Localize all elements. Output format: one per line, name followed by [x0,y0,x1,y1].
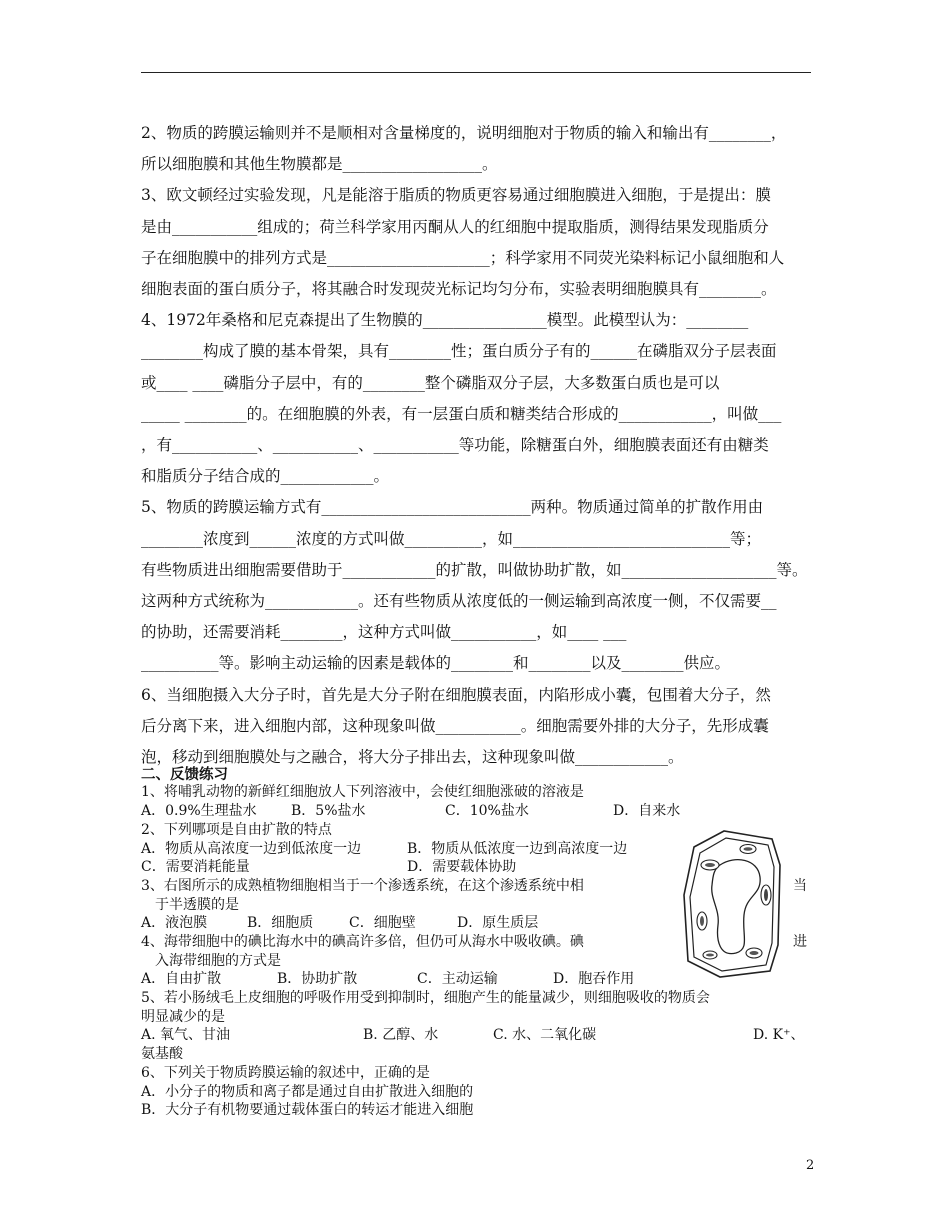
option-b[interactable]: B．物质从低浓度一边到高浓度一边 [407,840,628,857]
text-line: ，有___________、___________、___________等功能，除糖蛋白外，细胞膜表面还有由糖类 [141,436,769,455]
text-line: 有些物质进出细胞需要借助于____________的扩散，叫做协助扩散，如____________________等。 [141,560,808,579]
option-a[interactable]: A．液泡膜 [141,915,208,932]
question-stem: 4、海带细胞中的碘比海水中的碘高许多倍，但仍可从海水中吸收碘。碘 [141,934,584,950]
option-d[interactable]: D．原生质层 [457,915,539,932]
text-line: 或____ ____磷脂分子层中，有的________整个磷脂双分子层，大多数蛋白质也是可以 [141,373,720,392]
option-c[interactable]: C．细胞壁 [349,915,416,932]
plant-cell-diagram-icon [680,825,790,981]
option-d[interactable]: D．胞吞作用 [553,971,635,988]
text-line: 3、欧文顿经过实验发现，凡是能溶于脂质的物质更容易通过细胞膜进入细胞，于是提出：膜 [141,186,771,205]
text-line: 4、1972年桑格和尼克森提出了生物膜的________________模型。此模型认为：________ [141,311,749,330]
text-line: 子在细胞膜中的排列方式是_____________________；科学家用不同荧光染料标记小鼠细胞和人 [141,248,785,267]
option-a[interactable]: A．物质从高浓度一边到低浓度一边 [141,840,362,857]
text-line: 后分离下来，进入细胞内部，这种现象叫做___________。细胞需要外排的大分子，先形成囊 [141,716,769,735]
fill-in-section [141,118,813,773]
header-rule [141,72,811,73]
text-line: 6、当细胞摄入大分子时，首先是大分子附在细胞膜表面，内陷形成小囊，包围着大分子，然 [141,685,771,704]
question-stem: 2、下列哪项是自由扩散的特点 [141,822,332,838]
text-line: 2、物质的跨膜运输则并不是顺相对含量梯度的，说明细胞对于物质的输入和输出有________， [141,124,787,142]
text-line: 细胞表面的蛋白质分子，将其融合时发现荧光标记均匀分布，实验表明细胞膜具有________。 [141,280,777,299]
section-heading: 二、反馈练习 [141,766,228,783]
question-stem-tail: 进 [793,934,807,950]
page-number: 2 [806,1158,815,1173]
option-b[interactable]: B．协助扩散 [277,971,358,988]
option-a[interactable]: A．小分子的物质和离子都是通过自由扩散进入细胞的 [141,1083,474,1100]
option-d[interactable]: D．需要载体协助 [407,859,517,876]
text-line: 的协助，还需要消耗________，这种方式叫做___________，如____ ___ [141,623,627,642]
text-line: 5、物质的跨膜运输方式有___________________________两种。物质通过简单的扩散作用由 [141,498,764,517]
option-a[interactable]: A．自由扩散 [141,971,222,988]
question-stem: 1、将哺乳动物的新鲜红细胞放人下列溶液中，会使红细胞涨破的溶液是 [141,784,584,800]
option-d[interactable]: D．自来水 [613,802,681,819]
option-d-continued: 氨基酸 [141,1046,183,1063]
option-c[interactable]: C. 水、二氧化碳 [493,1027,597,1044]
text-line: 是由___________组成的；荷兰科学家用丙酮从人的红细胞中提取脂质，测得结果发现脂质分 [141,217,769,236]
option-b[interactable]: B. 乙醇、水 [363,1027,439,1044]
option-d[interactable]: D. K⁺、 [753,1027,805,1044]
option-b[interactable]: B．大分子有机物要通过载体蛋白的转运才能进入细胞 [141,1102,474,1119]
option-c[interactable]: C．10%盐水 [445,802,529,819]
option-a[interactable]: A. 氧气、甘油 [141,1027,231,1044]
question-stem-continued: 于半透膜的是 [155,896,239,913]
question-6 [141,1064,811,1120]
text-line: ________浓度到______浓度的方式叫做__________，如____________________________等； [141,529,762,548]
question-stem-continued: 明显减少的是 [141,1008,225,1025]
question-stem-continued: 入海带细胞的方式是 [155,952,281,969]
text-line: __________等。影响主动运输的因素是载体的________和________以及________供应。 [141,654,731,673]
text-line: 和脂质分子结合成的____________。 [141,467,390,486]
text-line: _____ ________的。在细胞膜的外表，有一层蛋白质和糖类结合形成的____________，叫做___ [141,404,782,423]
text-line: 泡，移动到细胞膜处与之融合，将大分子排出去，这种现象叫做____________。 [141,748,684,767]
question-1 [141,783,811,820]
option-b[interactable]: B．细胞质 [247,915,314,932]
question-5 [141,989,811,1064]
text-line: ________构成了膜的基本骨架，具有________性；蛋白质分子有的______在磷脂双分子层表面 [141,342,777,361]
question-stem-tail: 当 [793,878,807,894]
text-line: 所以细胞膜和其他生物膜都是__________________。 [141,155,498,174]
question-stem: 6、下列关于物质跨膜运输的叙述中，正确的是 [141,1065,430,1081]
question-stem: 3、右图所示的成熟植物细胞相当于一个渗透系统，在这个渗透系统中相 [141,878,584,894]
text-line: 这两种方式统称为____________。还有些物质从浓度低的一侧运输到高浓度一侧，不仅需要__ [141,592,777,611]
option-c[interactable]: C．主动运输 [417,971,498,988]
question-stem: 5、若小肠绒毛上皮细胞的呼吸作用受到抑制时，细胞产生的能量减少，则细胞吸收的物质会 [141,990,710,1006]
option-c[interactable]: C．需要消耗能量 [141,859,250,876]
option-b[interactable]: B．5%盐水 [291,802,366,819]
option-a[interactable]: A．0.9%生理盐水 [141,802,257,819]
